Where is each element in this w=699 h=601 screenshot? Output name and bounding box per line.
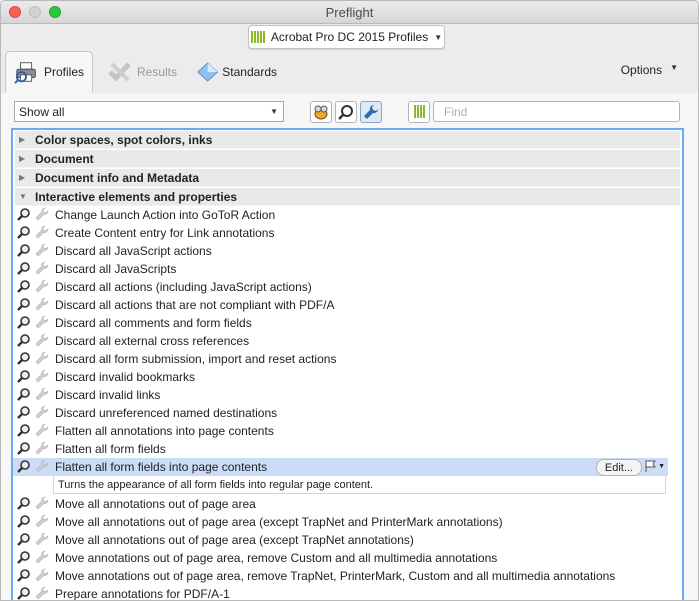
wrench-icon [363,104,379,120]
fixup-label: Move all annotations out of page area (except TrapNet and PrinterMark annotations) [55,515,503,529]
fixups-tree[interactable] [11,128,684,600]
wrench-icon [35,369,49,386]
flag-menu-button[interactable] [644,460,665,472]
row-icons [17,586,55,601]
tab-results[interactable] [99,52,185,92]
tab-standards-label: Standards [222,65,277,79]
show-fixups-button[interactable] [360,101,382,123]
wrench-icon [35,333,49,350]
wrench-icon [35,586,49,601]
fixup-row[interactable] [13,332,682,350]
fixup-label: Discard all external cross references [55,334,250,348]
fixup-row[interactable] [13,350,682,368]
fixup-row[interactable] [13,440,682,458]
row-icons [17,423,55,440]
fixup-row[interactable] [13,513,682,531]
fixup-row[interactable] [13,278,682,296]
options-menu[interactable] [621,63,678,77]
filter-dropdown[interactable] [14,101,284,122]
magnifier-icon [17,532,31,549]
fixup-label: Move all annotations out of page area [55,497,256,511]
magnifier-icon [17,441,31,458]
row-icons [17,532,55,549]
fixup-label: Discard all comments and form fields [55,316,252,330]
library-icon [251,31,265,43]
fixup-row[interactable] [13,585,682,600]
wrench-icon [35,387,49,404]
magnifier-icon [17,261,31,278]
fixup-label: Move annotations out of page area, remove Custom and all multimedia annotations [55,551,498,565]
tab-profiles-label: Profiles [43,65,84,79]
category-label: Color spaces, spot colors, inks [35,132,213,147]
fixup-row[interactable] [13,549,682,567]
magnifier-icon [17,387,31,404]
tab-profiles[interactable] [5,51,93,93]
magnifier-icon [338,104,354,120]
magnifier-icon [17,568,31,585]
fixup-row[interactable] [13,404,682,422]
wrench-icon [35,568,49,585]
wrench-icon [35,532,49,549]
magnifier-icon [17,279,31,296]
magnifier-icon [17,405,31,422]
wrench-icon [35,405,49,422]
row-icons [17,243,55,260]
fixup-label: Discard invalid links [55,388,161,402]
tab-results-label: Results [136,65,177,79]
fixup-label: Move all annotations out of page area (except TrapNet annotations) [55,533,414,547]
magnifier-icon [17,586,31,601]
magnifier-icon [17,225,31,242]
magnifier-icon [17,297,31,314]
magnifier-icon [17,496,31,513]
wrench-icon [35,351,49,368]
fixup-label: Change Launch Action into GoToR Action [55,208,276,222]
magnifier-icon [17,459,31,476]
fixup-label: Discard all JavaScripts [55,262,177,276]
row-icons [17,550,55,567]
magnifier-icon [17,315,31,332]
fixup-label: Create Content entry for Link annotations [55,226,275,240]
window-title: Preflight [325,5,374,20]
disclosure-collapsed-icon[interactable]: ▶ [19,154,26,163]
profiles-toolbar [14,99,680,123]
wrench-icon [35,459,49,476]
fixup-row[interactable] [13,567,682,585]
row-icons [17,568,55,585]
fixup-row[interactable] [13,386,682,404]
row-icons [17,369,55,386]
row-icons [17,351,55,368]
printer-icon [14,60,40,84]
fixup-row[interactable] [13,458,668,476]
profiles-panel [1,93,698,600]
fixup-label: Flatten all form fields [55,442,166,456]
row-icons [17,279,55,296]
wrench-icon [35,207,49,224]
category-label: Document info and Metadata [35,170,200,185]
fixup-row[interactable] [13,296,682,314]
wrench-icon [35,441,49,458]
fixup-row[interactable] [13,260,682,278]
row-icons [17,514,55,531]
standards-diamond-icon [197,60,218,84]
chevron-down-icon: ▼ [434,32,443,42]
row-icons [17,261,55,278]
profile-library-label: Acrobat Pro DC 2015 Profiles [270,30,429,44]
fixup-row[interactable] [13,224,682,242]
disclosure-collapsed-icon[interactable]: ▶ [19,173,26,182]
library-filter-button[interactable] [408,101,430,123]
disclosure-collapsed-icon[interactable]: ▶ [19,135,26,144]
options-label: Options [620,63,663,77]
fixup-label: Flatten all annotations into page contents [55,424,274,438]
fixup-label: Prepare annotations for PDF/A-1 [55,587,230,600]
category-row[interactable] [15,150,680,168]
category-row[interactable] [15,169,680,187]
row-icons [17,333,55,350]
show-checks-button[interactable] [335,101,357,123]
show-profiles-button[interactable] [310,101,332,123]
fixup-label: Discard invalid bookmarks [55,370,196,384]
fixup-label: Discard unreferenced named destinations [55,406,278,420]
library-icon [414,106,425,118]
row-icons [17,459,55,476]
row-icons [17,207,55,224]
row-icons [17,315,55,332]
wrench-icon [35,261,49,278]
fixup-row[interactable] [13,368,682,386]
filter-value: Show all [19,104,65,119]
fixup-row[interactable] [13,531,682,549]
wrench-icon [35,423,49,440]
fixup-label: Discard all actions (including JavaScript actions) [55,280,312,294]
category-label: Interactive elements and properties [35,189,238,204]
find-input[interactable] [433,101,680,122]
wrench-icon [35,550,49,567]
fixup-label: Discard all actions that are not compliant with PDF/A [55,298,335,312]
category-row[interactable] [15,131,680,149]
wrench-icon [35,225,49,242]
profile-library-dropdown[interactable] [248,25,445,49]
wrench-icon [35,297,49,314]
magnifier-icon [17,243,31,260]
row-icons [17,387,55,404]
wrench-icon [35,315,49,332]
fixup-description: Turns the appearance of all form fields into regular page content. [53,476,666,494]
magnifier-icon [17,207,31,224]
magnifier-icon [17,550,31,567]
magnifier-icon [17,423,31,440]
category-label: Document [35,151,94,166]
fixup-label: Flatten all form fields into page contents [55,460,268,474]
wrench-icon [35,243,49,260]
flag-icon [644,460,656,472]
wrench-icon [35,514,49,531]
fixup-label: Discard all form submission, import and reset actions [55,352,337,366]
title-bar [1,1,698,24]
fixup-row[interactable] [13,422,682,440]
magnifier-icon [17,333,31,350]
chevron-down-icon: ▼ [658,462,665,470]
row-icons [17,405,55,422]
row-icons [17,225,55,242]
profiles-bee-icon [312,104,330,120]
row-icons [17,441,55,458]
chevron-down-icon: ▼ [670,63,678,72]
magnifier-icon [17,514,31,531]
fixup-label: Discard all JavaScript actions [55,244,212,258]
edit-button[interactable]: Edit... [596,459,642,476]
fixup-row[interactable] [13,314,682,332]
fixup-row[interactable] [13,206,682,224]
wrench-icon [35,496,49,513]
row-icons [17,297,55,314]
magnifier-icon [17,369,31,386]
disclosure-expanded-icon[interactable]: ▼ [19,192,27,201]
fixup-row[interactable] [13,495,682,513]
fixup-row[interactable] [13,242,682,260]
tab-bar [1,51,698,94]
category-row[interactable] [15,188,680,206]
results-icon [107,60,133,84]
row-icons [17,496,55,513]
tab-standards[interactable] [189,52,285,92]
chevron-down-icon: ▼ [270,107,278,116]
magnifier-icon [17,351,31,368]
wrench-icon [35,279,49,296]
fixup-label: Move annotations out of page area, remove TrapNet, PrinterMark, Custom and all multimedia annotations [55,569,616,583]
